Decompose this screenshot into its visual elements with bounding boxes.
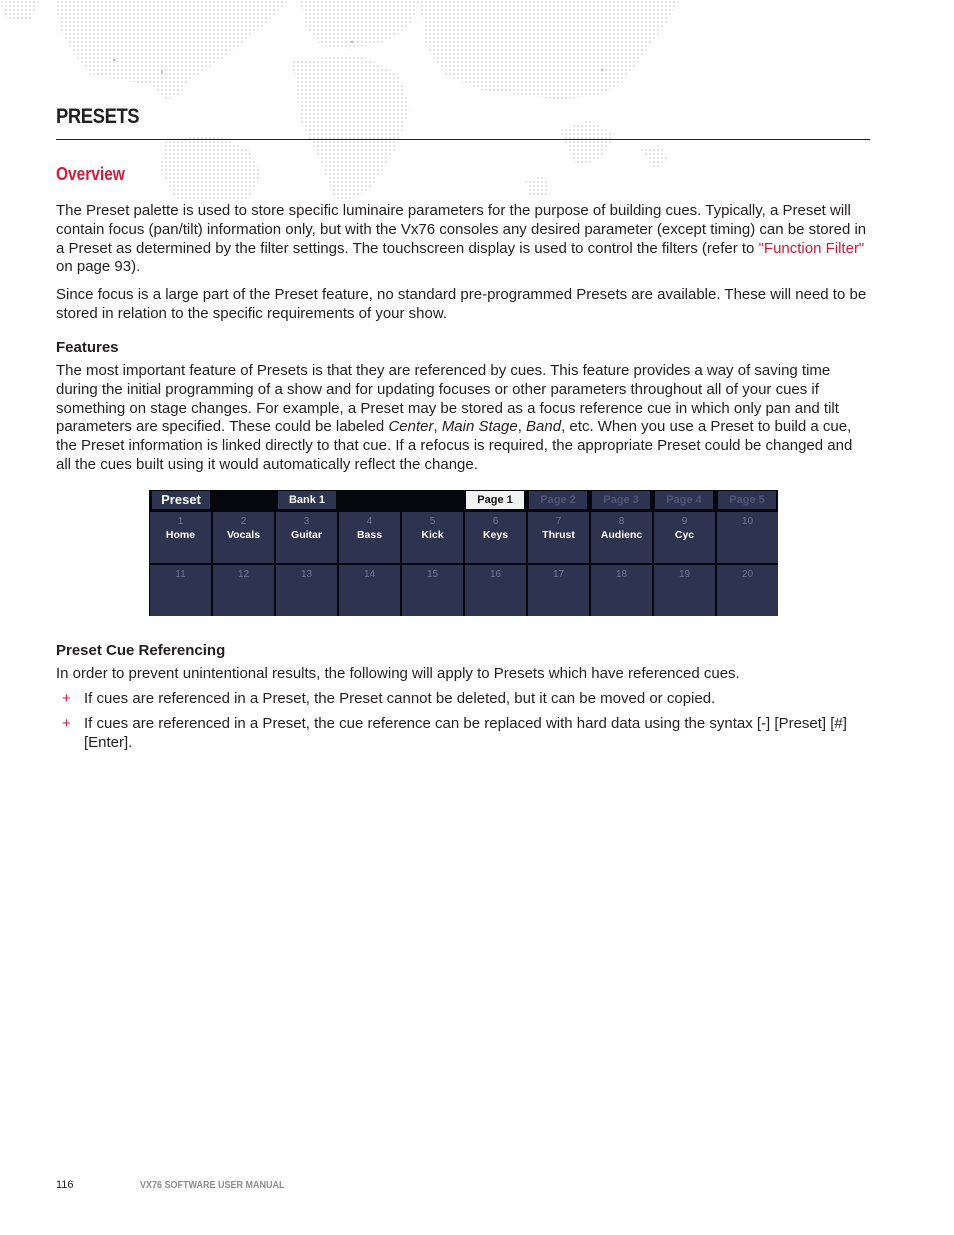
overview-paragraph-1-text: The Preset palette is used to store specific luminaire parameters for the purpose of building cues. Typically, a Preset will contain focus (pan/tilt) information only, but with the Vx76 consoles any desired parameter (except timing) can be stored in a Preset as determined by the filter settings. The touchscreen display is used to control the filters (refer to (56, 202, 867, 257)
label-example-main-stage: Main Stage (441, 418, 518, 436)
tab-page-1[interactable]: Page 1 (466, 491, 524, 509)
preset-cell[interactable] (591, 512, 652, 563)
preset-number: 19 (678, 569, 691, 580)
preset-number: 1 (177, 516, 184, 527)
preset-number: 9 (681, 516, 688, 527)
preset-label: Cyc (674, 529, 695, 541)
features-text-a: The most important feature of Presets is that they are referenced by cues. This feature provides a way of saving time during the initial programming of a show and for updating focuses or other parameters throughout all of your cues if something on stage changes. For example, a Preset may be stored as a focus reference cue in which only pan and tilt parameters are specified. These could be labeled (56, 362, 839, 436)
preset-cell[interactable] (717, 512, 778, 563)
manual-name: VX76 SOFTWARE USER MANUAL (140, 1180, 285, 1191)
title-divider (56, 139, 870, 140)
preset-cell[interactable] (591, 565, 652, 616)
section-title: Overview (56, 164, 125, 184)
tab-page-4[interactable]: Page 4 (655, 491, 713, 509)
preset-label: Bass (356, 529, 383, 541)
preset-number: 13 (300, 569, 313, 580)
preset-number: 10 (741, 516, 754, 527)
preset-cell[interactable] (717, 565, 778, 616)
overview-paragraph-2: Since focus is a large part of the Preset feature, no standard pre-programmed Presets are available. These will need to be stored in relation to the specific requirements of your show. (56, 286, 867, 322)
preset-cell[interactable] (339, 565, 400, 616)
preset-number: 5 (429, 516, 436, 527)
preset-number: 2 (240, 516, 247, 527)
preset-palette (149, 490, 778, 616)
preset-cell[interactable] (339, 512, 400, 563)
preset-number: 17 (552, 569, 565, 580)
tab-bank-1[interactable]: Bank 1 (278, 491, 336, 509)
label-example-band: Band (526, 418, 562, 436)
preset-label: Kick (421, 529, 444, 541)
plus-bullet-icon: + (62, 690, 71, 707)
tab-page-2[interactable]: Page 2 (529, 491, 587, 509)
preset-cell[interactable] (276, 512, 337, 563)
preset-number: 20 (741, 569, 754, 580)
preset-cell[interactable] (276, 565, 337, 616)
preset-cell[interactable] (465, 512, 526, 563)
world-map-background (0, 0, 954, 200)
preset-cell[interactable] (213, 512, 274, 563)
features-separator-1: , (433, 418, 442, 436)
features-heading: Features (56, 339, 119, 356)
preset-label: Vocals (226, 529, 261, 541)
page-title: PRESETS (56, 105, 140, 128)
preset-cell[interactable] (402, 565, 463, 616)
preset-number: 3 (303, 516, 310, 527)
preset-number: 16 (489, 569, 502, 580)
preset-cell[interactable] (654, 512, 715, 563)
features-separator-2: , (517, 418, 527, 436)
preset-label: Guitar (291, 529, 322, 541)
preset-cell[interactable] (528, 512, 589, 563)
tab-page-3[interactable]: Page 3 (592, 491, 650, 509)
referencing-intro: In order to prevent unintentional results, the following will apply to Presets which have referenced cues. (56, 665, 740, 682)
features-text-b: , etc. When you use a Preset to build a cue, the Preset information is linked directly to that cue. If a refocus is required, the appropriate Preset could be changed and all the cues built using it would automatically reflect the change. (56, 418, 853, 473)
label-example-center: Center (388, 418, 434, 436)
plus-bullet-icon: + (62, 715, 71, 732)
preset-number: 14 (363, 569, 376, 580)
preset-number: 6 (492, 516, 499, 527)
overview-paragraph-1-tail: on page 93). (56, 258, 141, 276)
preset-number: 7 (555, 516, 562, 527)
preset-number: 12 (237, 569, 250, 580)
preset-cell[interactable] (654, 565, 715, 616)
tab-page-5[interactable]: Page 5 (718, 491, 776, 509)
preset-cell[interactable] (150, 565, 211, 616)
bullet-item (56, 715, 870, 753)
preset-cell[interactable] (402, 512, 463, 563)
preset-label: Home (165, 529, 196, 541)
bullet-text: If cues are referenced in a Preset, the cue reference can be replaced with hard data using the syntax [-] [Preset] [#] [Enter]. (84, 715, 847, 751)
features-paragraph (56, 362, 870, 475)
bullet-text: If cues are referenced in a Preset, the Preset cannot be deleted, but it can be moved or copied. (84, 690, 716, 707)
preset-cue-referencing-heading: Preset Cue Referencing (56, 642, 226, 659)
preset-label: Keys (482, 529, 509, 541)
preset-number: 11 (175, 569, 186, 580)
tab-preset[interactable]: Preset (152, 491, 210, 509)
preset-label: Audienc (600, 529, 643, 541)
preset-cell[interactable] (528, 565, 589, 616)
preset-label: Thrust (542, 529, 575, 541)
preset-number: 8 (618, 516, 625, 527)
function-filter-link[interactable]: "Function Filter" (758, 239, 865, 257)
preset-number: 15 (426, 569, 439, 580)
preset-cell[interactable] (150, 512, 211, 563)
preset-number: 4 (366, 516, 373, 527)
bullet-item (56, 690, 870, 709)
preset-cell[interactable] (465, 565, 526, 616)
overview-paragraph-1 (56, 202, 870, 277)
preset-number: 18 (615, 569, 628, 580)
preset-cell[interactable] (213, 565, 274, 616)
page-number: 116 (56, 1179, 74, 1191)
